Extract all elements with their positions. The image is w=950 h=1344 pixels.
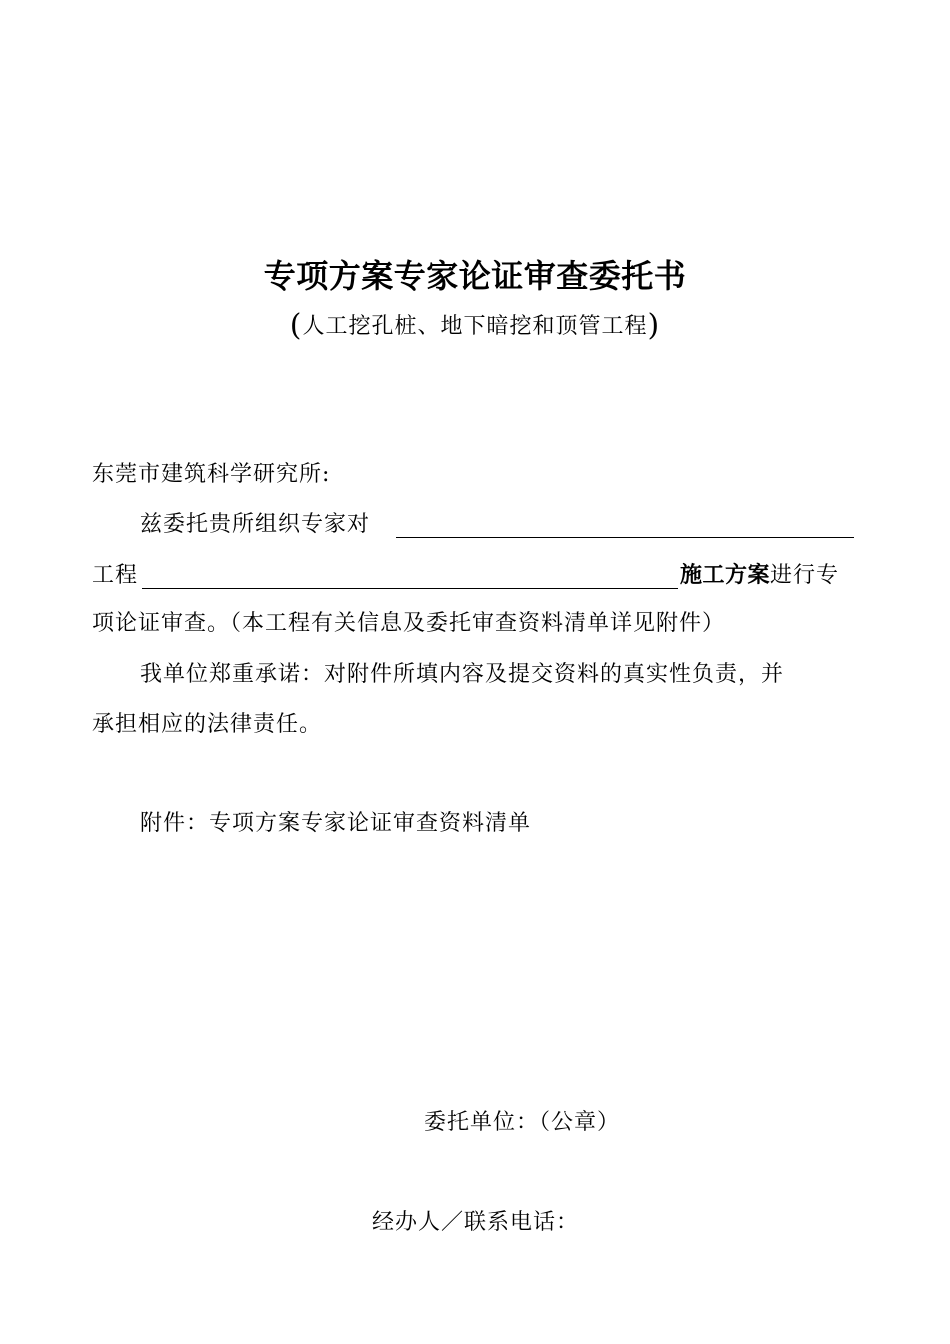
construction-scheme-label: 施工方案 <box>680 563 771 588</box>
subtitle-text: 人工挖孔桩、地下暗挖和顶管工程 <box>302 314 648 339</box>
subtitle-close-paren: ) <box>647 308 661 343</box>
addressee: 东莞市建筑科学研究所: <box>92 462 331 487</box>
subtitle-open-paren: ( <box>289 308 303 343</box>
paragraph2-line2: 承担相应的法律责任。 <box>92 712 323 737</box>
document-subtitle <box>0 306 950 347</box>
paragraph1-continue: 进行专 <box>770 563 840 588</box>
contact-person-phone: 经办人／联系电话： <box>372 1210 580 1235</box>
entrusting-unit-seal: 委托单位：（公章） <box>424 1110 621 1135</box>
paragraph1-scheme <box>680 556 839 596</box>
paragraph1-intro: 兹委托贵所组织专家对 <box>140 512 371 537</box>
paragraph2-line1: 我单位郑重承诺：对附件所填内容及提交资料的真实性负责，并 <box>140 662 785 687</box>
attachment-note: 附件：专项方案专家论证审查资料清单 <box>140 811 532 836</box>
paragraph1-end: 项论证审查。（本工程有关信息及委托审查资料清单详见附件） <box>92 611 726 636</box>
document-title: 专项方案专家论证审查委托书 <box>263 257 687 295</box>
project-detail-blank[interactable] <box>142 588 678 589</box>
paragraph1-project-label: 工程 <box>92 563 139 588</box>
project-name-blank[interactable] <box>396 537 854 538</box>
